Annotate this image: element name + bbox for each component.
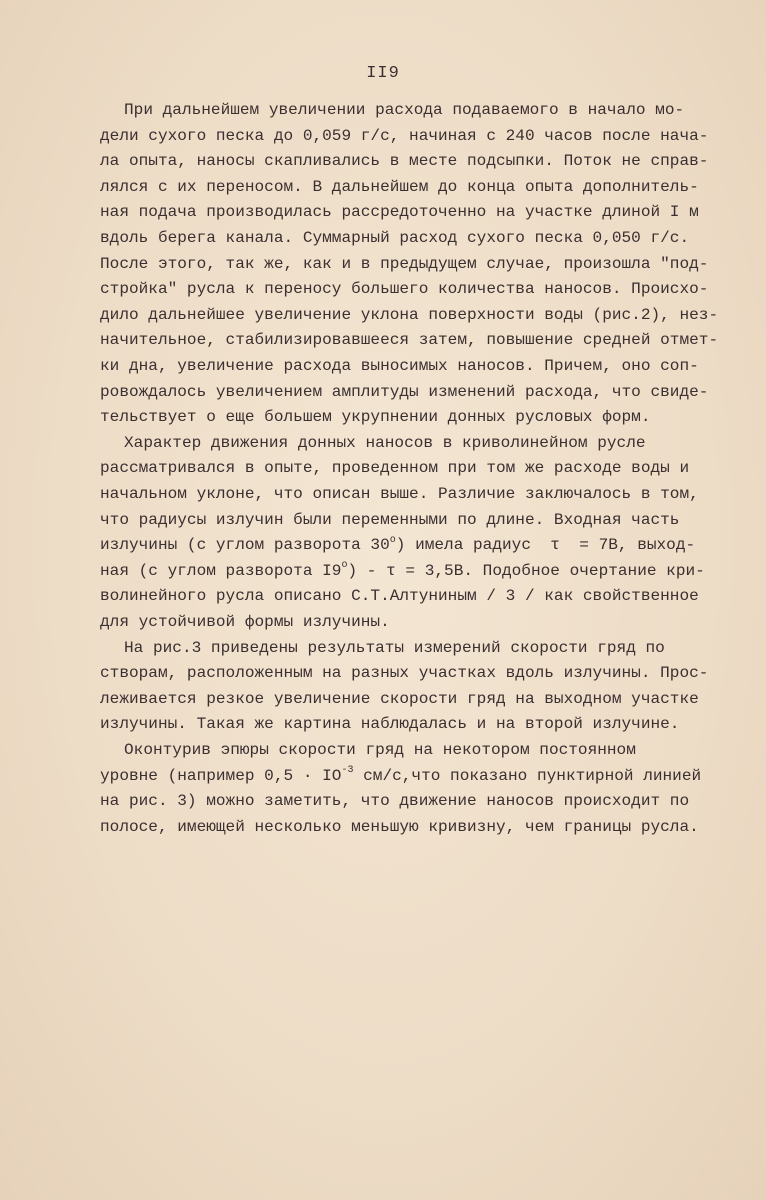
text-line xyxy=(100,689,699,709)
text-line xyxy=(100,305,718,325)
text-line xyxy=(100,356,699,376)
text-line xyxy=(100,279,708,299)
text-line xyxy=(100,663,708,683)
text-segment: стройка" русла к переносу большего количества наносов. Происхо- xyxy=(100,280,709,299)
text-segment: полосе, имеющей несколько меньшую кривизну, чем границы русла. xyxy=(100,817,699,836)
text-segment: ) имела радиус τ = 7В, выход- xyxy=(395,536,696,555)
text-line xyxy=(100,382,708,402)
superscript: o xyxy=(341,560,348,572)
text-segment: на рис. 3) можно заметить, что движение наносов происходит по xyxy=(100,792,690,811)
text-line xyxy=(124,740,636,760)
text-segment: ровождалось увеличением амплитуды изменений расхода, что свиде- xyxy=(100,382,709,401)
text-segment: ки дна, увеличение расхода выносимых наносов. Причем, оно соп- xyxy=(100,357,699,375)
text-segment: Оконтурив эпюры скорости гряд на некотором постоянном xyxy=(124,741,636,759)
text-line xyxy=(100,535,695,555)
text-line xyxy=(100,817,699,837)
text-segment: дели сухого песка до 0,059 г/с, начиная с 240 часов после нача- xyxy=(100,126,709,145)
text-segment: начительное, стабилизировавшееся затем, повышение средней отмет- xyxy=(100,331,719,350)
text-segment: При дальнейшем увеличении расхода подаваемого в начало мо- xyxy=(124,101,685,119)
text-line xyxy=(100,766,701,786)
superscript: o xyxy=(389,534,396,546)
text-segment: После этого, так же, как и в предыдущем случае, произошла "под- xyxy=(100,254,709,273)
text-line xyxy=(100,151,708,171)
text-segment: излучины. Такая же картина наблюдалась и на второй излучине. xyxy=(100,715,680,734)
text-segment: волинейного русла описано С.Т.Алтуниным / 3 / как свойственное xyxy=(100,587,699,606)
text-line xyxy=(124,100,684,120)
text-line xyxy=(124,638,665,658)
text-segment: створам, расположенным на разных участках вдоль излучины. Прос- xyxy=(100,664,709,683)
text-line xyxy=(100,561,705,581)
superscript: -3 xyxy=(341,765,354,777)
text-segment: тельствует о еще большем укрупнении донных русловых форм. xyxy=(100,408,651,427)
text-line xyxy=(100,407,651,427)
text-line xyxy=(100,254,708,274)
text-segment: На рис.3 приведены результаты измерений скорости гряд по xyxy=(124,638,665,657)
text-segment: Характер движения донных наносов в криволинейном русле xyxy=(124,433,646,452)
text-line xyxy=(124,433,646,453)
text-segment: ная подача производилась рассредоточенно на участке длиной I м xyxy=(100,203,699,222)
text-line xyxy=(100,330,718,350)
text-segment: что радиусы излучин были переменными по длине. Входная часть xyxy=(100,510,680,529)
text-segment: излучины (с углом разворота 30 xyxy=(100,536,390,555)
text-line xyxy=(100,126,708,146)
text-line xyxy=(100,612,390,632)
text-segment: ла опыта, наносы скапливались в месте подсыпки. Поток не справ- xyxy=(100,152,709,171)
text-segment: вдоль берега канала. Суммарный расход сухого песка 0,050 г/с. xyxy=(100,229,690,247)
text-line xyxy=(100,791,689,811)
text-segment: уровне (например 0,5 · IO xyxy=(100,766,342,785)
text-segment: рассматривался в опыте, проведенном при том же расходе воды и xyxy=(100,459,690,478)
text-segment: дило дальнейшее увеличение уклона поверхности воды (рис.2), нез- xyxy=(100,305,719,324)
text-line xyxy=(100,202,699,222)
text-line xyxy=(100,228,689,248)
text-line xyxy=(100,458,689,478)
text-segment: леживается резкое увеличение скорости гряд на выходном участке xyxy=(100,689,699,708)
text-line xyxy=(100,714,679,734)
page-number: II9 xyxy=(366,64,400,83)
text-segment: лялся с их переносом. В дальнейшем до конца опыта дополнитель- xyxy=(100,177,699,196)
text-segment: начальном уклоне, что описан выше. Различие заключалось в том, xyxy=(100,485,699,503)
text-line xyxy=(100,586,699,606)
text-line xyxy=(100,510,679,530)
text-line xyxy=(100,177,699,197)
text-segment: см/с,что показано пунктирной линией xyxy=(353,766,702,785)
text-segment: ная (с углом разворота I9 xyxy=(100,561,342,580)
text-segment: для устойчивой формы излучины. xyxy=(100,613,390,631)
text-line xyxy=(100,484,699,504)
text-segment: ) - τ = 3,5В. Подобное очертание кри- xyxy=(347,561,705,580)
